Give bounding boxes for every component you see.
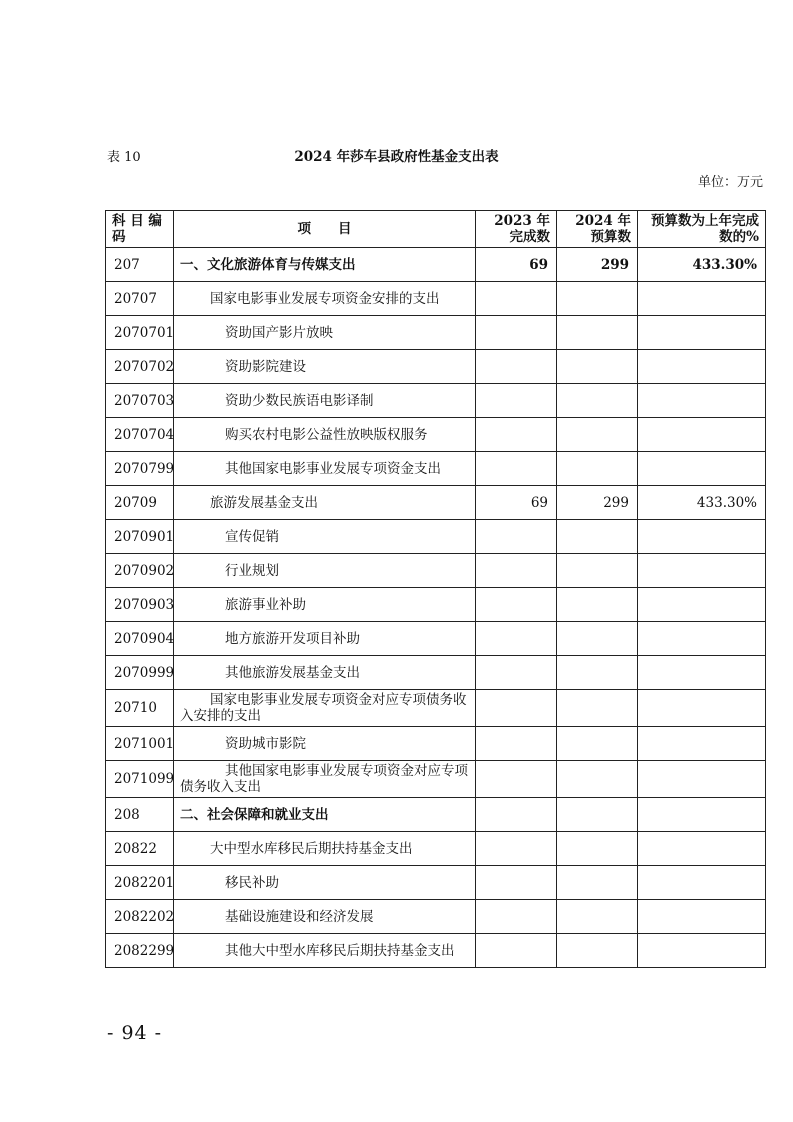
table-row bbox=[106, 622, 766, 656]
row-ratio bbox=[638, 900, 766, 934]
table-row bbox=[106, 554, 766, 588]
column-header-budget-2024: 2024 年预算数 bbox=[557, 211, 638, 248]
row-budget-2024 bbox=[557, 798, 638, 832]
row-code: 2070999 bbox=[106, 656, 174, 690]
row-item-name: 其他旅游发展基金支出 bbox=[174, 656, 476, 690]
row-budget-2024 bbox=[557, 452, 638, 486]
row-code: 2082202 bbox=[106, 900, 174, 934]
row-item-name: 大中型水库移民后期扶持基金支出 bbox=[174, 832, 476, 866]
row-item-name: 国家电影事业发展专项资金对应专项债务收入安排的支出 bbox=[174, 690, 476, 727]
row-budget-2024 bbox=[557, 554, 638, 588]
table-row bbox=[106, 934, 766, 968]
row-code: 207 bbox=[106, 248, 174, 282]
column-header-ratio: 预算数为上年完成数的% bbox=[638, 211, 766, 248]
row-code: 2070902 bbox=[106, 554, 174, 588]
column-header-code: 科 目 编 码 bbox=[106, 211, 174, 248]
row-budget-2024 bbox=[557, 316, 638, 350]
table-row bbox=[106, 761, 766, 798]
row-ratio bbox=[638, 656, 766, 690]
row-completed-2023 bbox=[476, 554, 557, 588]
row-item-name: 宣传促销 bbox=[174, 520, 476, 554]
table-row bbox=[106, 727, 766, 761]
row-item-name: 其他国家电影事业发展专项资金对应专项债务收入支出 bbox=[174, 761, 476, 798]
row-item-name: 购买农村电影公益性放映版权服务 bbox=[174, 418, 476, 452]
unit-label: 单位：万元 bbox=[697, 175, 763, 190]
row-code: 2070904 bbox=[106, 622, 174, 656]
table-row bbox=[106, 656, 766, 690]
row-code: 2070702 bbox=[106, 350, 174, 384]
row-item-name: 国家电影事业发展专项资金安排的支出 bbox=[174, 282, 476, 316]
row-code: 2070903 bbox=[106, 588, 174, 622]
row-completed-2023 bbox=[476, 761, 557, 798]
row-ratio bbox=[638, 554, 766, 588]
row-completed-2023: 69 bbox=[476, 248, 557, 282]
row-ratio bbox=[638, 761, 766, 798]
row-item-name: 资助城市影院 bbox=[174, 727, 476, 761]
row-code: 2071099 bbox=[106, 761, 174, 798]
row-code: 2070701 bbox=[106, 316, 174, 350]
table-row bbox=[106, 690, 766, 727]
table-row bbox=[106, 486, 766, 520]
table-row bbox=[106, 282, 766, 316]
row-ratio bbox=[638, 832, 766, 866]
row-ratio: 433.30% bbox=[638, 486, 766, 520]
table-row bbox=[106, 316, 766, 350]
row-item-name: 其他大中型水库移民后期扶持基金支出 bbox=[174, 934, 476, 968]
row-budget-2024 bbox=[557, 832, 638, 866]
row-completed-2023 bbox=[476, 866, 557, 900]
row-ratio bbox=[638, 727, 766, 761]
row-ratio bbox=[638, 316, 766, 350]
row-ratio bbox=[638, 282, 766, 316]
row-code: 2082201 bbox=[106, 866, 174, 900]
table-row bbox=[106, 248, 766, 282]
row-ratio bbox=[638, 866, 766, 900]
row-ratio bbox=[638, 452, 766, 486]
table-row bbox=[106, 350, 766, 384]
row-budget-2024 bbox=[557, 934, 638, 968]
row-budget-2024 bbox=[557, 690, 638, 727]
table-body bbox=[106, 248, 766, 968]
row-budget-2024 bbox=[557, 727, 638, 761]
row-code: 2070704 bbox=[106, 418, 174, 452]
row-ratio bbox=[638, 690, 766, 727]
row-completed-2023 bbox=[476, 282, 557, 316]
table-row bbox=[106, 866, 766, 900]
row-code: 2071001 bbox=[106, 727, 174, 761]
row-ratio: 433.30% bbox=[638, 248, 766, 282]
table-row bbox=[106, 418, 766, 452]
row-item-name: 旅游发展基金支出 bbox=[174, 486, 476, 520]
row-item-name: 行业规划 bbox=[174, 554, 476, 588]
row-completed-2023 bbox=[476, 727, 557, 761]
column-header-completed-2023: 2023 年完成数 bbox=[476, 211, 557, 248]
row-budget-2024 bbox=[557, 350, 638, 384]
row-completed-2023 bbox=[476, 452, 557, 486]
row-budget-2024 bbox=[557, 866, 638, 900]
row-completed-2023 bbox=[476, 622, 557, 656]
fund-expenditure-table bbox=[105, 210, 766, 968]
row-budget-2024 bbox=[557, 900, 638, 934]
table-row bbox=[106, 452, 766, 486]
row-budget-2024 bbox=[557, 588, 638, 622]
row-budget-2024 bbox=[557, 520, 638, 554]
row-budget-2024 bbox=[557, 282, 638, 316]
row-code: 2082299 bbox=[106, 934, 174, 968]
row-completed-2023: 69 bbox=[476, 486, 557, 520]
row-ratio bbox=[638, 798, 766, 832]
row-completed-2023 bbox=[476, 418, 557, 452]
row-completed-2023 bbox=[476, 350, 557, 384]
row-item-name: 一、文化旅游体育与传媒支出 bbox=[174, 248, 476, 282]
row-code: 208 bbox=[106, 798, 174, 832]
row-code: 20710 bbox=[106, 690, 174, 727]
row-completed-2023 bbox=[476, 832, 557, 866]
row-completed-2023 bbox=[476, 316, 557, 350]
row-budget-2024: 299 bbox=[557, 486, 638, 520]
table-label: 表 10 bbox=[107, 150, 141, 165]
table-row bbox=[106, 900, 766, 934]
row-code: 20707 bbox=[106, 282, 174, 316]
row-code: 2070799 bbox=[106, 452, 174, 486]
row-ratio bbox=[638, 350, 766, 384]
table-row bbox=[106, 384, 766, 418]
row-completed-2023 bbox=[476, 656, 557, 690]
row-code: 20822 bbox=[106, 832, 174, 866]
row-budget-2024 bbox=[557, 656, 638, 690]
row-completed-2023 bbox=[476, 384, 557, 418]
row-item-name: 地方旅游开发项目补助 bbox=[174, 622, 476, 656]
row-completed-2023 bbox=[476, 588, 557, 622]
page-title: 2024 年莎车县政府性基金支出表 bbox=[294, 149, 499, 165]
row-budget-2024 bbox=[557, 622, 638, 656]
row-completed-2023 bbox=[476, 520, 557, 554]
table-row bbox=[106, 520, 766, 554]
page-number: - 94 - bbox=[107, 1022, 163, 1044]
row-ratio bbox=[638, 934, 766, 968]
table-row bbox=[106, 832, 766, 866]
row-item-name: 二、社会保障和就业支出 bbox=[174, 798, 476, 832]
row-ratio bbox=[638, 384, 766, 418]
table-row bbox=[106, 588, 766, 622]
row-completed-2023 bbox=[476, 934, 557, 968]
row-completed-2023 bbox=[476, 690, 557, 727]
row-completed-2023 bbox=[476, 900, 557, 934]
row-ratio bbox=[638, 622, 766, 656]
row-code: 20709 bbox=[106, 486, 174, 520]
row-ratio bbox=[638, 588, 766, 622]
row-item-name: 基础设施建设和经济发展 bbox=[174, 900, 476, 934]
row-completed-2023 bbox=[476, 798, 557, 832]
table-row bbox=[106, 798, 766, 832]
row-item-name: 资助国产影片放映 bbox=[174, 316, 476, 350]
row-code: 2070703 bbox=[106, 384, 174, 418]
row-item-name: 其他国家电影事业发展专项资金支出 bbox=[174, 452, 476, 486]
row-ratio bbox=[638, 418, 766, 452]
row-ratio bbox=[638, 520, 766, 554]
row-budget-2024 bbox=[557, 418, 638, 452]
column-header-name: 项 目 bbox=[174, 211, 476, 248]
row-budget-2024 bbox=[557, 384, 638, 418]
row-budget-2024: 299 bbox=[557, 248, 638, 282]
row-budget-2024 bbox=[557, 761, 638, 798]
row-item-name: 旅游事业补助 bbox=[174, 588, 476, 622]
row-code: 2070901 bbox=[106, 520, 174, 554]
table-header-row bbox=[106, 211, 766, 248]
row-item-name: 资助少数民族语电影译制 bbox=[174, 384, 476, 418]
row-item-name: 资助影院建设 bbox=[174, 350, 476, 384]
row-item-name: 移民补助 bbox=[174, 866, 476, 900]
